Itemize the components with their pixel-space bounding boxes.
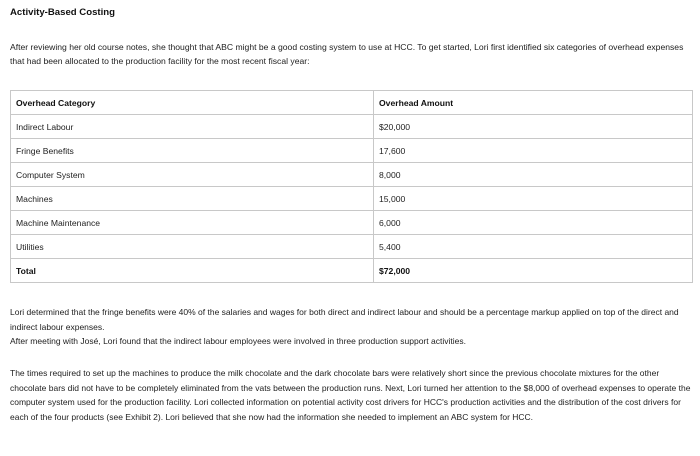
category-cell: Utilities bbox=[11, 235, 374, 259]
amount-cell: 17,600 bbox=[374, 139, 693, 163]
amount-cell: 15,000 bbox=[374, 187, 693, 211]
amount-cell: 5,400 bbox=[374, 235, 693, 259]
table-row bbox=[11, 235, 693, 259]
header-overhead-category: Overhead Category bbox=[11, 91, 374, 115]
fringe-benefits-paragraph bbox=[10, 305, 693, 349]
paragraph-line: Lori determined that the fringe benefits were 40% of the salaries and wages for both direct and indirect labour and should be a percentage markup applied on top of the direct and indirect labour expenses. bbox=[10, 307, 679, 332]
table-header-row bbox=[11, 91, 693, 115]
category-cell: Machine Maintenance bbox=[11, 211, 374, 235]
category-cell: Computer System bbox=[11, 163, 374, 187]
table-row bbox=[11, 163, 693, 187]
document-title: Activity-Based Costing bbox=[10, 7, 116, 18]
table-total-row bbox=[11, 259, 693, 283]
category-cell: Machines bbox=[11, 187, 374, 211]
total-label-cell: Total bbox=[11, 259, 374, 283]
intro-paragraph: After reviewing her old course notes, she thought that ABC might be a good costing system to use at HCC. To get started, Lori first identified six categories of overhead expenses that had been allocated to the production facility for the most recent fiscal year: bbox=[10, 42, 684, 66]
document-page bbox=[10, 0, 694, 422]
amount-cell: 6,000 bbox=[374, 211, 693, 235]
table-row bbox=[11, 139, 693, 163]
header-overhead-amount: Overhead Amount bbox=[374, 91, 693, 115]
table-row bbox=[11, 115, 693, 139]
amount-cell: 8,000 bbox=[374, 163, 693, 187]
table-row bbox=[11, 211, 693, 235]
paragraph-line: After meeting with José, Lori found that the indirect labour employees were involved in three production support activities. bbox=[10, 336, 466, 347]
total-amount-cell: $72,000 bbox=[374, 259, 693, 283]
category-cell: Indirect Labour bbox=[11, 115, 374, 139]
amount-cell: $20,000 bbox=[374, 115, 693, 139]
setup-times-paragraph: The times required to set up the machines to produce the milk chocolate and the dark chocolate bars were relatively short since the previous chocolate mixtures for the other chocolate bars did not have to be completely eliminated from the vats between the production runs. Next, Lori turned her attention to the $8,000 of overhead expenses to operate the computer system used for the production facility. Lori collected information on potential activity cost drivers for HCC's production activities and the distribution of the cost drivers for each of the four products (see Exhibit 2). Lori believed that she now had the information she needed to implement an ABC system for HCC. bbox=[10, 368, 691, 422]
overhead-table bbox=[10, 90, 693, 283]
category-cell: Fringe Benefits bbox=[11, 139, 374, 163]
table-row bbox=[11, 187, 693, 211]
